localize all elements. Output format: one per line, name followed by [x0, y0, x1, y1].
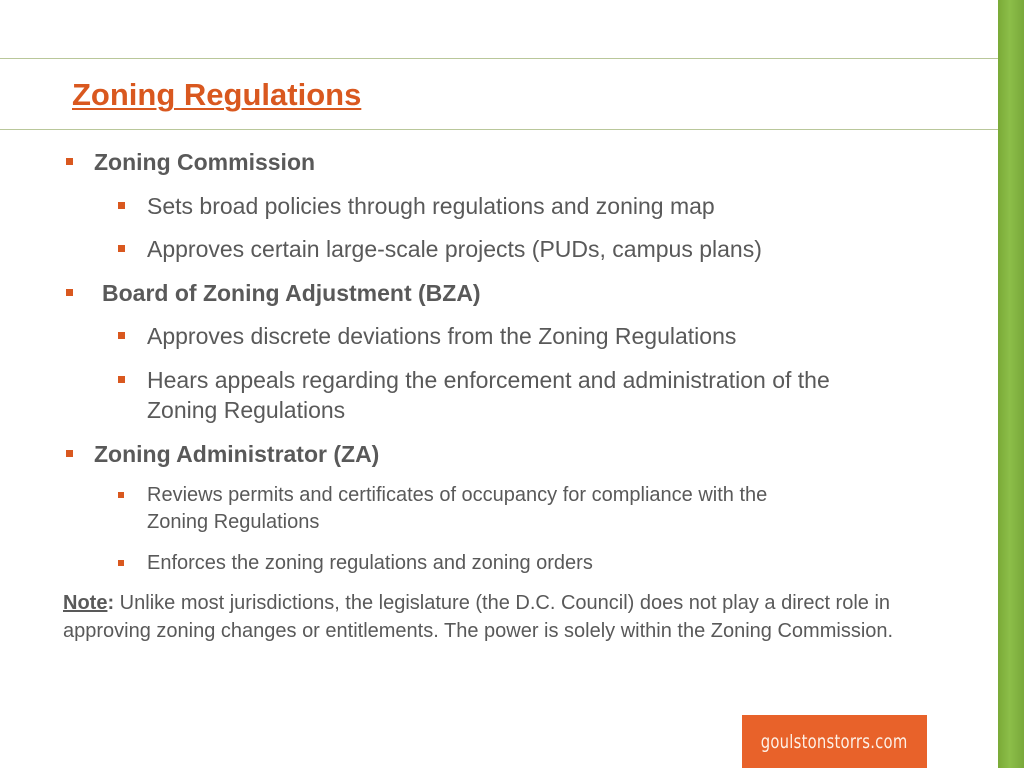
bullet-square-icon — [66, 289, 73, 296]
list-item: Approves certain large-scale projects (PUDs, campus plans) — [147, 236, 762, 262]
bullet-square-icon — [66, 158, 73, 165]
title-divider-top — [0, 58, 998, 59]
bullet-square-icon — [118, 332, 125, 339]
bullet-square-icon — [118, 492, 124, 498]
side-accent-bar — [998, 0, 1024, 768]
list-item-continuation: Zoning Regulations — [147, 397, 346, 423]
list-item: Hears appeals regarding the enforcement and administration of the — [147, 367, 830, 393]
title-divider-bottom — [0, 129, 998, 130]
list-item: Enforces the zoning regulations and zoning orders — [147, 552, 593, 574]
note-label: Note — [63, 592, 108, 614]
company-logo — [742, 715, 927, 768]
section-heading-bza: Board of Zoning Adjustment (BZA) — [102, 280, 481, 306]
slide-title: Zoning Regulations — [72, 77, 362, 112]
section-heading-za: Zoning Administrator (ZA) — [94, 441, 380, 467]
list-item: Approves discrete deviations from the Zoning Regulations — [147, 323, 737, 349]
note-colon: : — [107, 592, 115, 614]
bullet-square-icon — [118, 560, 124, 566]
bullet-square-icon — [66, 450, 73, 457]
section-heading-zoning-commission: Zoning Commission — [94, 149, 316, 175]
list-item-continuation: Zoning Regulations — [147, 511, 320, 533]
footnote — [63, 590, 903, 645]
bullet-square-icon — [118, 202, 125, 209]
logo-text: goulstonstorrs.com — [761, 730, 908, 753]
list-item: Sets broad policies through regulations and zoning map — [147, 193, 715, 219]
bullet-square-icon — [118, 376, 125, 383]
bullet-square-icon — [118, 245, 125, 252]
list-item: Reviews permits and certificates of occupancy for compliance with the — [147, 484, 768, 506]
note-text: Unlike most jurisdictions, the legislature (the D.C. Council) does not play a direct role in approving zoning changes or entitlements. The power is solely within the Zoning Commission. — [63, 592, 894, 642]
